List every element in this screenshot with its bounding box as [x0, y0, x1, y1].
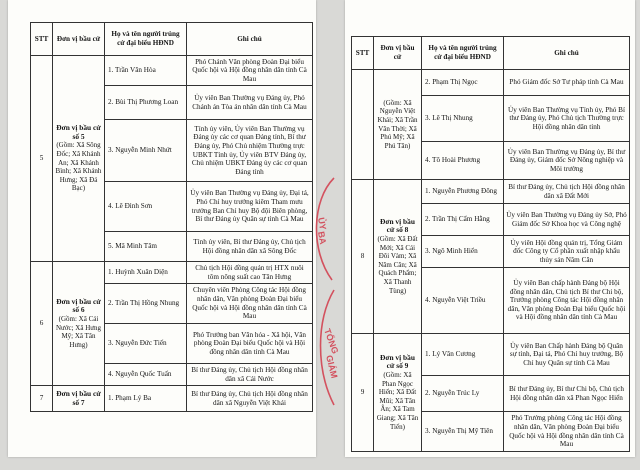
header-note: Ghi chú — [504, 37, 630, 70]
stt-cell: 6 — [31, 262, 53, 386]
unit-title: Đơn vị bầu cử số 7 — [56, 388, 101, 407]
candidate-cell: 3. Nguyễn Đức Tiến — [105, 324, 187, 364]
unit-cell — [374, 70, 422, 180]
candidate-cell: 5. Mã Minh Tâm — [105, 232, 187, 262]
candidate-cell: 4. Nguyễn Việt Triều — [422, 268, 504, 334]
unit-cell — [53, 386, 105, 412]
candidate-cell: 1. Huỳnh Xuân Diện — [105, 262, 187, 284]
candidate-cell: 4. Tô Hoài Phương — [422, 142, 504, 180]
candidate-cell: 2. Nguyễn Trúc Ly — [422, 376, 504, 412]
note-cell: Ủy viên Hội đồng quản trị, Tổng Giám đốc Công ty Cổ phần xuất nhập khẩu thủy sản Năm Căn — [504, 236, 630, 268]
note-cell: Ủy viên Ban Thường vụ Đảng ủy, Bí thư Đảng ủy, Giám đốc Sở Nông nghiệp và Môi trường — [504, 142, 630, 180]
note-cell: Ủy viên Ban Thường vụ Đảng ủy Sở, Phó Giám đốc Sở Khoa học và Công nghệ — [504, 204, 630, 236]
header-stt: STT — [352, 37, 374, 70]
note-cell: Chủ tịch Hội đồng quản trị HTX nuôi tôm nông suất cao Tân Hưng — [187, 262, 313, 284]
candidate-cell: 2. Trần Thị Hồng Nhung — [105, 284, 187, 324]
candidate-cell: 3. Lê Thị Nhung — [422, 96, 504, 142]
unit-title: Đơn vị bầu cử số 5 — [56, 123, 101, 141]
note-cell: Phó Trưởng ban Văn hóa - Xã hội, Văn phòng Đoàn Đại biểu Quốc hội và Hội đồng nhân dân tỉnh Cà Mau — [187, 324, 313, 364]
table-row — [352, 334, 630, 376]
unit-detail: (Gồm: Xã Cái Nước; Xã Hưng Mỹ; Xã Tân Hưng) — [55, 314, 102, 349]
stt-cell: 8 — [352, 180, 374, 334]
results-table-right — [351, 36, 630, 452]
candidate-cell: 1. Lý Văn Cương — [422, 334, 504, 376]
table-row — [31, 56, 313, 86]
note-cell: Phó Giám đốc Sở Tư pháp tỉnh Cà Mau — [504, 70, 630, 96]
svg-text:ỦY: ỦY — [316, 216, 329, 231]
candidate-cell: 2. Trần Thị Cẩm Hằng — [422, 204, 504, 236]
candidate-cell: 4. Lê Đình Sơn — [105, 182, 187, 232]
candidate-cell: 2. Bùi Thị Phương Loan — [105, 86, 187, 120]
candidate-cell: 3. Nguyễn Minh Nhứt — [105, 120, 187, 182]
document-page-left — [8, 0, 316, 457]
note-cell: Tỉnh ủy viên, Ủy viên Ban Thường vụ Đảng ủy các cơ quan Đảng tỉnh, Bí thư Đảng ủy, Phó Chủ nhiệm Thường trực UBKT Tỉnh ủy, Ủy viên BTV Đảng ủy, Chủ nhiệm UBKT Đảng ủy các cơ quan Đảng tỉnh — [187, 120, 313, 182]
note-cell: Bí thư Đảng ủy, Chủ tịch Hội đồng nhân dân xã Cái Nước — [187, 364, 313, 386]
unit-cell — [374, 180, 422, 334]
note-cell: Ủy viên Ban Chấp hành Đảng bộ Quân sự tỉnh, Đại tá, Phó Chỉ huy trưởng, Bộ Chỉ huy Quân sự tỉnh Cà Mau — [504, 334, 630, 376]
unit-cell — [374, 334, 422, 452]
unit-title: Đơn vị bầu cử số 6 — [56, 296, 101, 315]
note-cell: Ủy viên Ban Thường vụ Đảng ủy, Phó Chánh án Tòa án nhân dân tỉnh Cà Mau — [187, 86, 313, 120]
note-cell: Chuyên viên Phòng Công tác Hội đồng nhân dân, Văn phòng Đoàn Đại biểu Quốc hội và Hội đồng nhân dân tỉnh Cà Mau — [187, 284, 313, 324]
note-cell: Phó Chánh Văn phòng Đoàn Đại biểu Quốc hội và Hội đồng nhân dân tỉnh Cà Mau — [187, 56, 313, 86]
candidate-cell: 1. Trần Văn Hòa — [105, 56, 187, 86]
svg-text:GIÁM: GIÁM — [324, 354, 340, 380]
unit-detail: (Gồm: Xã Đất Mới; Xã Cái Đôi Vàm; Xã Năm Căn; Xã Quách Phẩm; Xã Thanh Tùng) — [377, 235, 418, 295]
table-row — [352, 70, 630, 96]
header-candidate: Họ và tên người trúng cử đại biểu HĐND — [105, 23, 187, 56]
note-cell: Ủy viên Ban chấp hành Đảng bộ Hội đồng nhân dân, Chủ tịch Bí thư Chi bộ, Trưởng phòng Công tác Hội đồng nhân dân, Văn phòng Đoàn Đại biểu Quốc hội và Hội đồng nhân dân tỉnh Cà Mau — [504, 268, 630, 334]
note-cell: Tỉnh ủy viên, Bí thư Đảng ủy, Chủ tịch Hội đồng nhân dân xã Sông Đốc — [187, 232, 313, 262]
note-cell: Ủy viên Ban Thường vụ Tỉnh ủy, Phó Bí thư Đảng ủy, Phó Chủ tịch Thường trực Hội đồng nhân dân tỉnh — [504, 96, 630, 142]
header-stt: STT — [31, 23, 53, 56]
note-cell: Bí thư Đảng ủy, Chủ tịch Hội đồng nhân dân xã Nguyễn Việt Khái — [187, 386, 313, 412]
unit-detail: (Gồm: Xã Phan Ngọc Hiển; Xã Đất Mũi; Xã Tân Ân; Xã Tam Giang; Xã Tân Tiến) — [376, 371, 419, 431]
header-unit: Đơn vị bầu cử — [53, 23, 105, 56]
stt-cell: 5 — [31, 56, 53, 262]
note-cell: Bí thư Đảng ủy, Bí thư Chi bộ, Chủ tịch Hội đồng nhân dân xã Phan Ngọc Hiển — [504, 376, 630, 412]
table-row — [31, 386, 313, 412]
table-header-row — [31, 23, 313, 56]
document-page-right — [345, 0, 635, 457]
candidate-cell: 2. Phạm Thị Ngọc — [422, 70, 504, 96]
unit-title: Đơn vị bầu cử số 8 — [380, 216, 415, 235]
candidate-cell: 3. Nguyễn Thị Mỹ Tiên — [422, 412, 504, 452]
unit-detail: (Gồm: Xã Nguyễn Việt Khái; Xã Trần Văn Thời; Xã Phú Mỹ; Xã Phú Tân) — [377, 98, 418, 150]
table-header-row — [352, 37, 630, 70]
svg-text:TỔNG: TỔNG — [322, 327, 341, 356]
svg-text:BA: BA — [316, 230, 329, 246]
unit-title: Đơn vị bầu cử số 9 — [380, 352, 415, 371]
header-unit: Đơn vị bầu cử — [374, 37, 422, 70]
candidate-cell: 4. Nguyễn Quốc Tuấn — [105, 364, 187, 386]
candidate-cell: 1. Nguyễn Phương Đông — [422, 180, 504, 204]
header-note: Ghi chú — [187, 23, 313, 56]
stt-cell: 7 — [31, 386, 53, 412]
note-cell: Phó Trưởng phòng Công tác Hội đồng nhân dân, Văn phòng Đoàn Đại biểu Quốc hội và Hội đồng nhân dân tỉnh Cà Mau — [504, 412, 630, 452]
candidate-cell: 1. Phạm Lý Ba — [105, 386, 187, 412]
header-candidate: Họ và tên người trúng cử đại biểu HĐND — [422, 37, 504, 70]
results-table-left — [30, 22, 313, 412]
note-cell: Bí thư Đảng ủy, Chủ tịch Hội đồng nhân dân xã Đất Mới — [504, 180, 630, 204]
note-cell: Ủy viên Ban Thường vụ Đảng ủy, Đại tá, Phó Chỉ huy trưởng kiêm Tham mưu trưởng Ban Chỉ huy Bộ đội Biên phòng, Bí thư Đảng ủy Quân sự tỉnh Cà Mau — [187, 182, 313, 232]
unit-detail: (Gồm: Xã Sông Đốc; Xã Khánh An; Xã Khánh Bình; Xã Khánh Hưng; Xã Đá Bạc) — [55, 141, 102, 193]
table-row — [31, 262, 313, 284]
unit-cell — [53, 262, 105, 386]
stt-cell: 9 — [352, 334, 374, 452]
stt-cell — [352, 70, 374, 180]
table-row — [352, 180, 630, 204]
unit-cell — [53, 56, 105, 262]
candidate-cell: 3. Ngô Minh Hiển — [422, 236, 504, 268]
